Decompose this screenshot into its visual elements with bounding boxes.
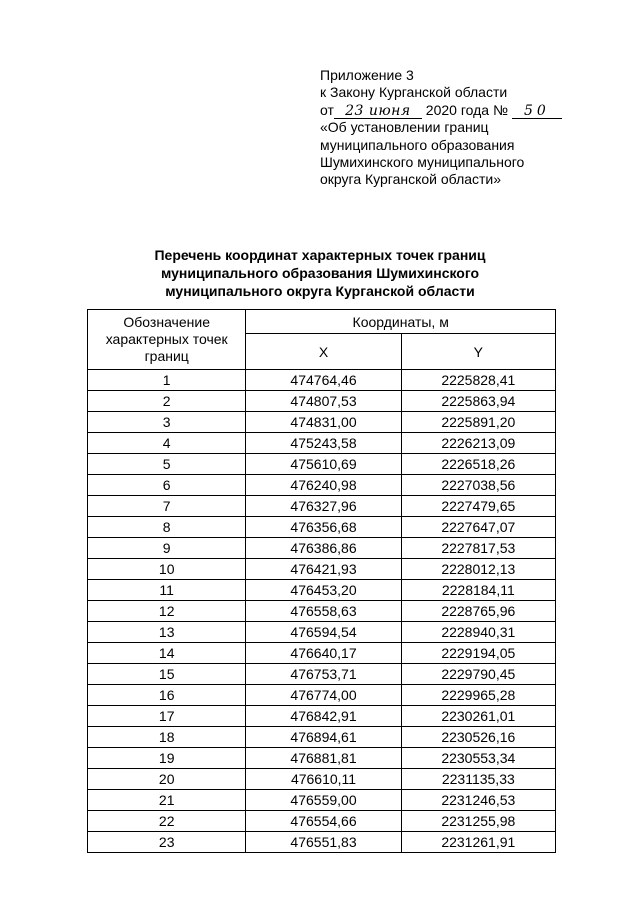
title-line: Перечень координат характерных точек границ: [154, 247, 486, 263]
y-coordinate-cell: 2229194,05: [401, 643, 555, 664]
point-number-cell: 15: [88, 664, 246, 685]
title-line: муниципального округа Курганской области: [165, 283, 475, 299]
table-row: [88, 580, 556, 601]
point-number-cell: 19: [88, 748, 246, 769]
handwritten-law-number: 50: [512, 105, 562, 119]
x-coordinate-cell: 476558,63: [246, 601, 401, 622]
x-coordinate-cell: 476881,81: [246, 748, 401, 769]
point-number-cell: 7: [88, 496, 246, 517]
x-coordinate-cell: 476551,83: [246, 832, 401, 853]
x-coordinate-cell: 476327,96: [246, 496, 401, 517]
point-number-cell: 16: [88, 685, 246, 706]
handwritten-date: 23 июня: [334, 105, 422, 119]
y-coordinate-cell: 2231255,98: [401, 811, 555, 832]
x-coordinate-cell: 476386,86: [246, 538, 401, 559]
x-coordinate-cell: 475610,69: [246, 454, 401, 475]
title-line: муниципального образования Шумихинского: [160, 265, 480, 281]
y-coordinate-cell: 2227479,65: [401, 496, 555, 517]
y-coordinate-cell: 2227038,56: [401, 475, 555, 496]
appendix-date-line: [320, 102, 620, 119]
y-coordinate-cell: 2228184,11: [401, 580, 555, 601]
header-x: X: [246, 334, 401, 370]
point-number-cell: 1: [88, 370, 246, 391]
document-title: [100, 246, 540, 300]
table-row: [88, 370, 556, 391]
point-number-cell: 11: [88, 580, 246, 601]
x-coordinate-cell: 476842,91: [246, 706, 401, 727]
x-coordinate-cell: 474807,53: [246, 391, 401, 412]
header-y: Y: [401, 334, 555, 370]
point-number-cell: 2: [88, 391, 246, 412]
table-row: [88, 769, 556, 790]
point-number-cell: 6: [88, 475, 246, 496]
point-number-cell: 20: [88, 769, 246, 790]
appendix-number: Приложение 3: [320, 67, 414, 83]
x-coordinate-cell: 475243,58: [246, 433, 401, 454]
x-coordinate-cell: 476421,93: [246, 559, 401, 580]
table-row: [88, 538, 556, 559]
header-designation: Обозначение характерных точек границ: [88, 310, 246, 370]
y-coordinate-cell: 2227647,07: [401, 517, 555, 538]
y-coordinate-cell: 2229965,28: [401, 685, 555, 706]
x-coordinate-cell: 476240,98: [246, 475, 401, 496]
table-row: [88, 727, 556, 748]
y-coordinate-cell: 2225863,94: [401, 391, 555, 412]
table-row: [88, 622, 556, 643]
point-number-cell: 8: [88, 517, 246, 538]
x-coordinate-cell: 476356,68: [246, 517, 401, 538]
x-coordinate-cell: 476453,20: [246, 580, 401, 601]
table-row: [88, 454, 556, 475]
coordinates-table: [87, 309, 556, 853]
x-coordinate-cell: 476559,00: [246, 790, 401, 811]
x-coordinate-cell: 476610,11: [246, 769, 401, 790]
point-number-cell: 4: [88, 433, 246, 454]
header-coordinates: Координаты, м: [246, 310, 556, 334]
table-row: [88, 832, 556, 853]
table-row: [88, 748, 556, 769]
point-number-cell: 3: [88, 412, 246, 433]
point-number-cell: 17: [88, 706, 246, 727]
x-coordinate-cell: 476894,61: [246, 727, 401, 748]
table-body: [88, 370, 556, 853]
point-number-cell: 22: [88, 811, 246, 832]
table-row: [88, 475, 556, 496]
table-row: [88, 391, 556, 412]
x-coordinate-cell: 476640,17: [246, 643, 401, 664]
appendix-law-title-2: муниципального образования: [320, 136, 515, 153]
y-coordinate-cell: 2229790,45: [401, 664, 555, 685]
y-coordinate-cell: 2226518,26: [401, 454, 555, 475]
y-coordinate-cell: 2230553,34: [401, 748, 555, 769]
table-header: [88, 310, 556, 370]
appendix-block: [320, 67, 620, 189]
y-coordinate-cell: 2228765,96: [401, 601, 555, 622]
y-coordinate-cell: 2231135,33: [401, 769, 555, 790]
table-row: [88, 412, 556, 433]
table-row: [88, 664, 556, 685]
y-coordinate-cell: 2228012,13: [401, 559, 555, 580]
x-coordinate-cell: 476554,66: [246, 811, 401, 832]
point-number-cell: 21: [88, 790, 246, 811]
y-coordinate-cell: 2231261,91: [401, 832, 555, 853]
x-coordinate-cell: 474831,00: [246, 412, 401, 433]
point-number-cell: 23: [88, 832, 246, 853]
date-prefix: от: [320, 101, 334, 118]
y-coordinate-cell: 2226213,09: [401, 433, 555, 454]
y-coordinate-cell: 2225891,20: [401, 412, 555, 433]
table-row: [88, 433, 556, 454]
table-row: [88, 559, 556, 580]
table-row: [88, 496, 556, 517]
x-coordinate-cell: 476774,00: [246, 685, 401, 706]
point-number-cell: 13: [88, 622, 246, 643]
y-coordinate-cell: 2231246,53: [401, 790, 555, 811]
table-row: [88, 643, 556, 664]
appendix-law-ref: к Закону Курганской области: [320, 84, 508, 101]
y-coordinate-cell: 2227817,53: [401, 538, 555, 559]
appendix-law-title-4: округа Курганской области»: [320, 171, 502, 188]
table-row: [88, 790, 556, 811]
point-number-cell: 5: [88, 454, 246, 475]
point-number-cell: 9: [88, 538, 246, 559]
table-row: [88, 706, 556, 727]
point-number-cell: 10: [88, 559, 246, 580]
y-coordinate-cell: 2230261,01: [401, 706, 555, 727]
y-coordinate-cell: 2230526,16: [401, 727, 555, 748]
appendix-law-title-1: «Об установлении границ: [320, 119, 489, 136]
y-coordinate-cell: 2225828,41: [401, 370, 555, 391]
point-number-cell: 18: [88, 727, 246, 748]
x-coordinate-cell: 476594,54: [246, 622, 401, 643]
point-number-cell: 12: [88, 601, 246, 622]
table-row: [88, 685, 556, 706]
point-number-cell: 14: [88, 643, 246, 664]
x-coordinate-cell: 476753,71: [246, 664, 401, 685]
appendix-law-title-3: Шумихинского муниципального: [320, 154, 525, 171]
x-coordinate-cell: 474764,46: [246, 370, 401, 391]
table-row: [88, 517, 556, 538]
table-row: [88, 601, 556, 622]
y-coordinate-cell: 2228940,31: [401, 622, 555, 643]
table-row: [88, 811, 556, 832]
date-suffix: 2020 года №: [425, 101, 508, 118]
